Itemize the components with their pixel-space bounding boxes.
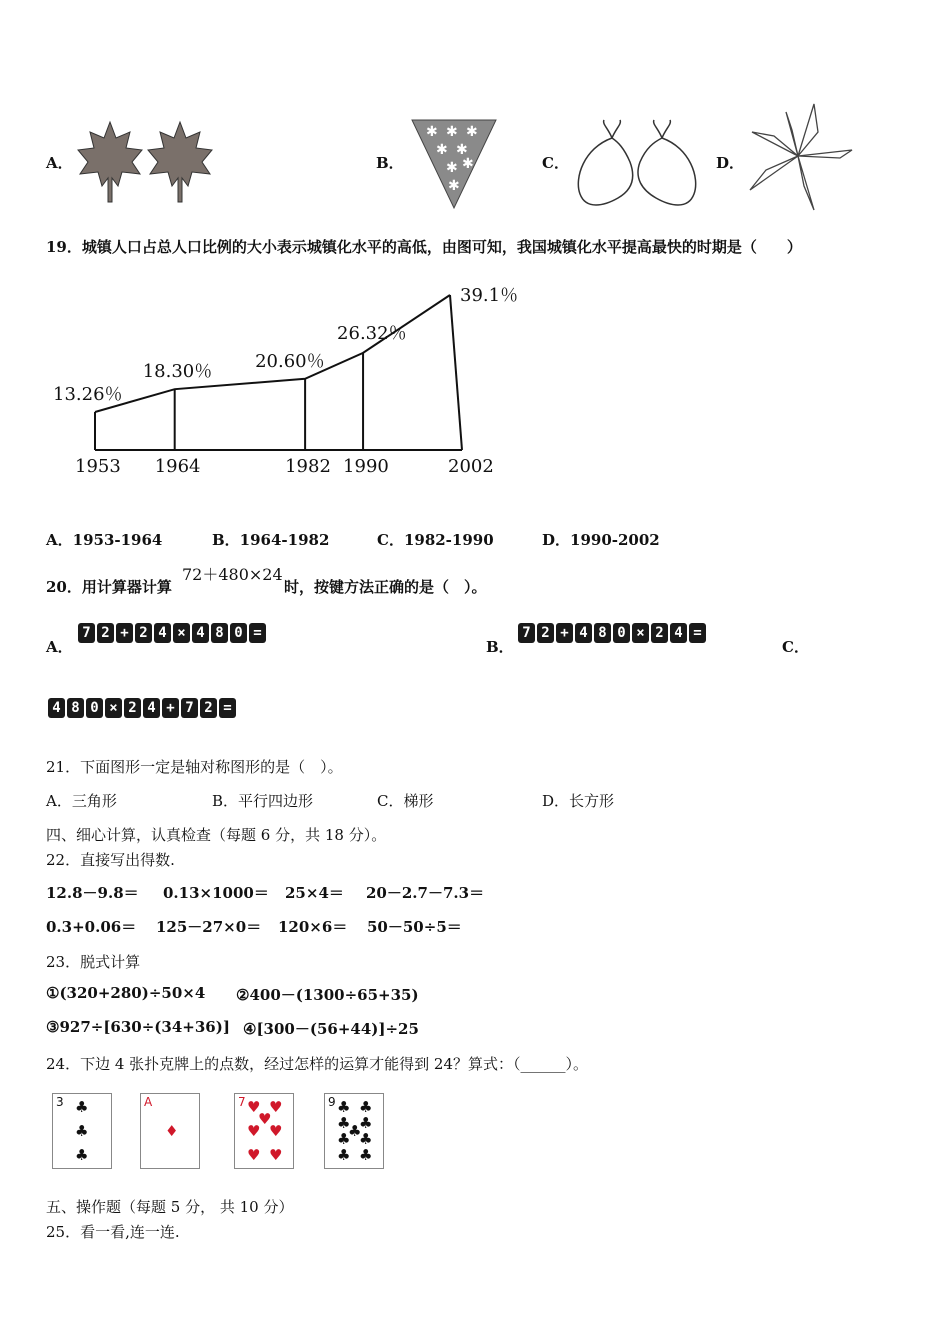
q22-item: 120×6＝ [278,918,348,936]
svg-text:✱: ✱ [446,124,458,140]
calc-key: 8 [211,623,228,643]
q22-title: 22．直接写出得数. [46,851,175,869]
q21-option-b: B．平行四边形 [212,792,314,810]
q22-item: 125－27×0＝ [156,918,262,936]
chart-x-tick-label: 1964 [154,456,201,477]
club-icon: ♣ [348,1122,362,1140]
calc-key: 0 [86,698,103,718]
q18-option-b-label: B． [376,154,404,172]
chart-value-label: 18.30％ [142,361,213,383]
heart-icon: ♥ [247,1146,261,1164]
q21-option-a: A．三角形 [46,792,117,810]
calc-key: 2 [97,623,114,643]
calc-key: 4 [154,623,171,643]
q20-option-a-label: A． [46,638,73,656]
calc-key: 4 [575,623,592,643]
chart-value-label: 20.60％ [255,350,325,372]
club-icon: ♣ [359,1098,373,1116]
calc-key: 8 [67,698,84,718]
q23-item: ③927÷[630÷(34+36)] [46,1018,230,1036]
playing-card [234,1093,294,1169]
calc-key: × [173,623,190,643]
snowflake-triangle-icon [410,116,500,212]
club-icon: ♣ [337,1130,351,1148]
q18-option-c-label: C． [542,154,569,172]
club-icon: ♣ [337,1114,351,1132]
urbanization-chart [40,280,540,490]
heart-loops-icon [574,118,704,212]
calc-key: 4 [670,623,687,643]
q21-option-c: C．梯形 [377,792,434,810]
q23-item: ②400－(1300÷65+35) [236,986,419,1004]
q19-question: 19．城镇人口占总人口比例的大小表示城镇化水平的高低，由图可知，我国城镇化水平提高最快的时期是（ ） [46,238,802,256]
q19-option-a: A．1953-1964 [46,531,163,549]
svg-text:✱: ✱ [456,142,468,158]
chart-x-tick-label: 2002 [448,456,494,477]
svg-text:✱: ✱ [426,124,438,140]
q20-option-a-keys [78,623,268,643]
club-icon: ♣ [337,1146,351,1164]
q19-option-c: C．1982-1990 [377,531,494,549]
chart-bar-edge [450,295,462,450]
q20-prefix: 20．用计算器计算 [46,578,172,596]
calc-key: = [689,623,706,643]
q23-item: ④[300－(56+44)]÷25 [243,1020,419,1038]
calc-key: 2 [537,623,554,643]
q19-option-b: B．1964-1982 [212,531,330,549]
calc-key: + [116,623,133,643]
calc-key: + [162,698,179,718]
q22-item: 12.8－9.8＝ [46,884,139,902]
section-four-heading: 四、细心计算，认真检查（每题 6 分，共 18 分）。 [46,826,387,844]
q20-expression: 72＋480×24 [182,565,283,584]
q22-item: 0.13×1000＝ [163,884,269,902]
q20-option-c-keys [48,698,238,718]
q22-item: 20－2.7－7.3＝ [366,884,485,902]
q24-question: 24．下边 4 张扑克牌上的点数，经过怎样的运算才能得到 24？算式：（______）。 [46,1055,589,1073]
calc-key: 2 [200,698,217,718]
heart-icon: ♥ [247,1122,261,1140]
calc-key: 2 [135,623,152,643]
svg-text:✱: ✱ [448,178,460,194]
chart-value-label: 26.32％ [337,322,407,344]
q19-option-d: D．1990-2002 [542,531,660,549]
q25-title: 25．看一看,连一连. [46,1223,180,1241]
q20-option-b-label: B． [486,638,514,656]
chart-x-tick-label: 1982 [285,456,331,477]
pinwheel-icon [748,102,858,214]
card-rank: 7 [238,1095,246,1109]
calc-key: × [632,623,649,643]
calc-key: 4 [143,698,160,718]
calc-key: 0 [613,623,630,643]
card-rank: A [144,1095,153,1109]
q20-option-c-label: C． [782,638,809,656]
calc-key: 4 [192,623,209,643]
club-icon: ♣ [75,1146,89,1164]
q22-item: 50－50÷5＝ [367,918,462,936]
calc-key: 8 [594,623,611,643]
calc-key: 2 [124,698,141,718]
calc-key: 0 [230,623,247,643]
q22-item: 0.3+0.06＝ [46,918,137,936]
q21-option-d: D．长方形 [542,792,615,810]
section-five-heading: 五、操作题（每题 5 分， 共 10 分） [46,1198,294,1216]
heart-icon: ♥ [258,1110,272,1128]
svg-text:✱: ✱ [462,156,474,172]
heart-icon: ♥ [269,1122,283,1140]
q23-item: ①(320+280)÷50×4 [46,984,206,1002]
club-icon: ♣ [75,1098,89,1116]
q18-option-d-label: D． [716,154,745,172]
playing-card [140,1093,200,1169]
q21-question: 21．下面图形一定是轴对称图形的是（ ）。 [46,758,343,776]
calc-key: 7 [518,623,535,643]
club-icon: ♣ [359,1146,373,1164]
calc-key: 7 [78,623,95,643]
heart-icon: ♥ [247,1098,261,1116]
heart-icon: ♥ [269,1146,283,1164]
q20-suffix: 时，按键方法正确的是（ ）。 [284,578,487,596]
q20-option-b-keys [518,623,708,643]
svg-text:✱: ✱ [436,142,448,158]
calc-key: 4 [48,698,65,718]
heart-icon: ♥ [269,1098,283,1116]
calc-key: 7 [181,698,198,718]
card-rank: 3 [56,1095,64,1109]
svg-text:✱: ✱ [446,160,458,176]
calc-key: = [219,698,236,718]
diamond-icon: ♦ [165,1122,179,1140]
playing-card [52,1093,112,1169]
maple-leaves-icon [76,118,216,208]
club-icon: ♣ [359,1130,373,1148]
club-icon: ♣ [75,1122,89,1140]
chart-x-tick-label: 1953 [75,456,121,477]
chart-value-label: 13.26％ [53,384,123,405]
chart-x-tick-label: 1990 [343,456,389,477]
club-icon: ♣ [359,1114,373,1132]
svg-text:✱: ✱ [466,124,478,140]
calc-key: + [556,623,573,643]
club-icon: ♣ [337,1098,351,1116]
q18-option-a-label: A． [46,154,73,172]
calc-key: = [249,623,266,643]
playing-card [324,1093,384,1169]
calc-key: 2 [651,623,668,643]
q22-item: 25×4＝ [285,884,344,902]
q23-title: 23．脱式计算 [46,953,141,971]
chart-value-label: 39.1％ [460,285,519,306]
calc-key: × [105,698,122,718]
card-rank: 9 [328,1095,336,1109]
